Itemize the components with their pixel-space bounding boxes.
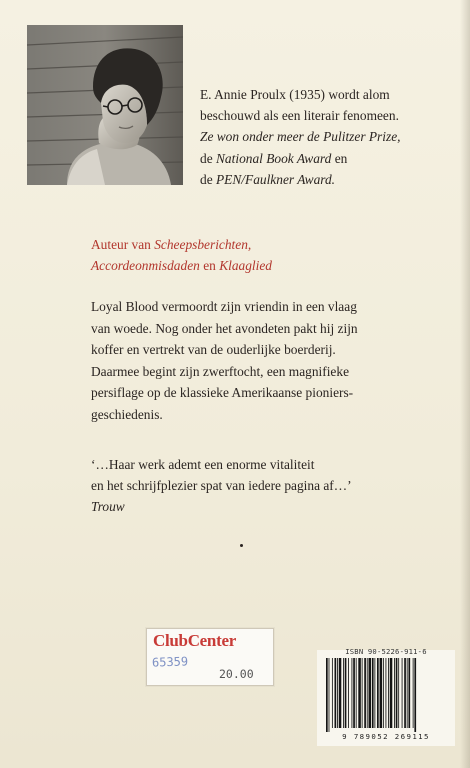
barcode-bar — [352, 658, 353, 728]
barcode-bar — [407, 658, 408, 728]
sticker-price: 20.00 — [219, 667, 254, 681]
author-bio — [200, 84, 460, 190]
isbn-text: ISBN 90-5226-911-6 — [345, 647, 427, 656]
bio-line-1: E. Annie Proulx (1935) wordt alom — [200, 87, 390, 102]
ean-number: 9 789052 269115 — [342, 732, 430, 741]
barcode-bar — [396, 658, 398, 728]
barcode-bar — [394, 658, 395, 728]
barcode-bar — [329, 658, 330, 732]
barcode-bar — [367, 658, 368, 728]
sticker-brand: ClubCenter — [153, 631, 236, 650]
author-photo — [27, 25, 183, 185]
national-book-award: National Book Award — [216, 150, 332, 166]
barcode-bar — [383, 658, 384, 728]
barcode-icon — [324, 658, 448, 732]
barcode-bar — [332, 658, 333, 728]
barcode-bar — [364, 658, 366, 728]
barcode-bar — [369, 658, 372, 728]
bio-de-1: de — [200, 150, 213, 166]
pulitzer-prize: Pulitzer Prize, — [323, 129, 401, 145]
barcode-bar — [326, 658, 328, 732]
barcode-bar — [404, 658, 406, 728]
bio-line-2: beschouwd als een literair fenomeen. — [200, 108, 399, 124]
author-works-line-2 — [91, 255, 451, 276]
barcode-bar — [386, 658, 387, 728]
pen-faulkner-award: PEN/Faulkner Award. — [216, 171, 336, 187]
blurb-line: Loyal Blood vermoordt zijn vriendin in een vlaag — [91, 299, 357, 314]
barcode-area — [317, 647, 455, 746]
barcode-bar — [398, 658, 399, 728]
blurb-line: Daarmee begint zijn zwerftocht, een magnifieke — [91, 363, 350, 379]
title-scheepsberichten: Scheepsberichten, — [154, 237, 252, 252]
bio-line-3 — [200, 126, 460, 147]
bio-en: en — [334, 150, 348, 166]
author-other-works — [91, 234, 451, 276]
book-blurb — [91, 296, 451, 426]
barcode-bar — [335, 658, 337, 728]
quote-source: Trouw — [91, 499, 125, 515]
barcode-bar — [408, 658, 410, 728]
barcode-bar — [337, 658, 338, 728]
price-sticker — [146, 628, 274, 686]
barcode-bar — [377, 658, 379, 728]
blurb-line: persiflage op de klassieke Amerikaanse pioniers- — [91, 385, 354, 401]
barcode-bar — [345, 658, 347, 728]
barcode-bar — [372, 658, 374, 728]
author-works-line-1 — [91, 234, 451, 255]
sticker-code: 65359 — [151, 654, 189, 670]
barcode-bar — [348, 658, 349, 728]
barcode-bar — [388, 658, 389, 728]
title-accordeonmisdaden: Accordeonmisdaden — [91, 258, 200, 274]
author-works-connector: en — [199, 258, 220, 274]
author-works-prefix: Auteur van — [91, 237, 155, 252]
title-klaaglied: Klaaglied — [219, 258, 273, 274]
barcode-bar — [413, 658, 414, 728]
quote-line-2: en het schrijfplezier spat van iedere pagina af…’ — [91, 478, 352, 494]
blurb-line: van woede. Nog onder het avondeten pakt hij zijn — [91, 320, 358, 336]
barcode-bar — [402, 658, 403, 728]
bio-line-3-text: Ze won onder meer de — [200, 129, 320, 145]
decorative-dot — [240, 544, 243, 547]
bio-line-4 — [200, 148, 460, 169]
barcode-bar — [390, 658, 393, 728]
barcode-bar — [358, 658, 361, 728]
review-quote — [91, 454, 451, 518]
barcode-bar — [356, 658, 357, 728]
barcode-bar — [374, 658, 375, 728]
barcode-bar — [343, 658, 344, 728]
quote-line-1: ‘…Haar werk ademt een enorme vitaliteit — [91, 457, 315, 472]
barcode-bar — [380, 658, 383, 728]
blurb-line: koffer en vertrekt van de ouderlijke boerderij. — [91, 342, 336, 358]
blurb-line: geschiedenis. — [91, 406, 163, 422]
bio-line-5 — [200, 169, 460, 190]
barcode-bar — [362, 658, 363, 728]
bio-de-2: de — [200, 171, 213, 187]
barcode-bar — [339, 658, 342, 728]
barcode-bar — [353, 658, 355, 728]
barcode-bar — [414, 658, 416, 732]
